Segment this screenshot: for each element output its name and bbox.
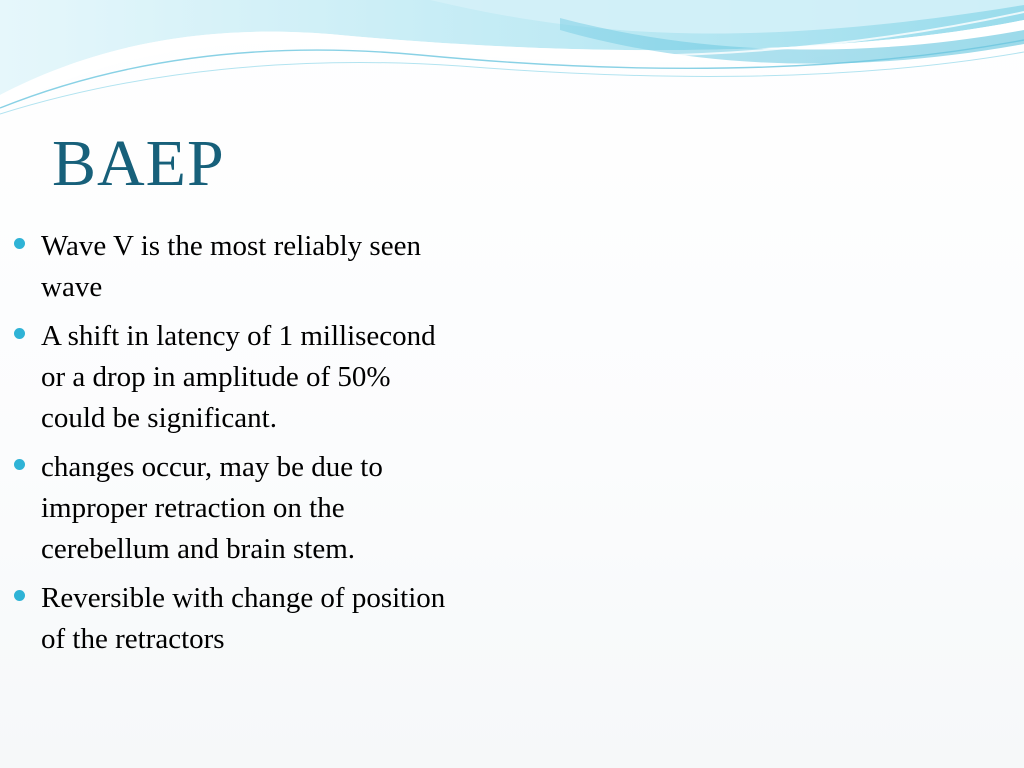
list-item: [14, 578, 454, 660]
bullet-dot-icon: [14, 328, 25, 339]
bullet-dot-icon: [14, 238, 25, 249]
header-wave-decoration: [0, 0, 1024, 130]
bullet-text: Reversible with change of position of the retractors: [41, 582, 446, 655]
list-item: [14, 226, 454, 308]
list-item: [14, 316, 454, 439]
bullet-list: [14, 226, 454, 668]
bullet-text: Wave V is the most reliably seen wave: [41, 230, 421, 303]
list-item: [14, 447, 454, 570]
bullet-dot-icon: [14, 590, 25, 601]
bullet-dot-icon: [14, 459, 25, 470]
bullet-text: A shift in latency of 1 millisecond or a drop in amplitude of 50% could be significant.: [41, 320, 436, 434]
bullet-text: changes occur, may be due to improper retraction on the cerebellum and brain stem.: [41, 451, 383, 565]
slide-title: BAEP: [52, 127, 225, 200]
